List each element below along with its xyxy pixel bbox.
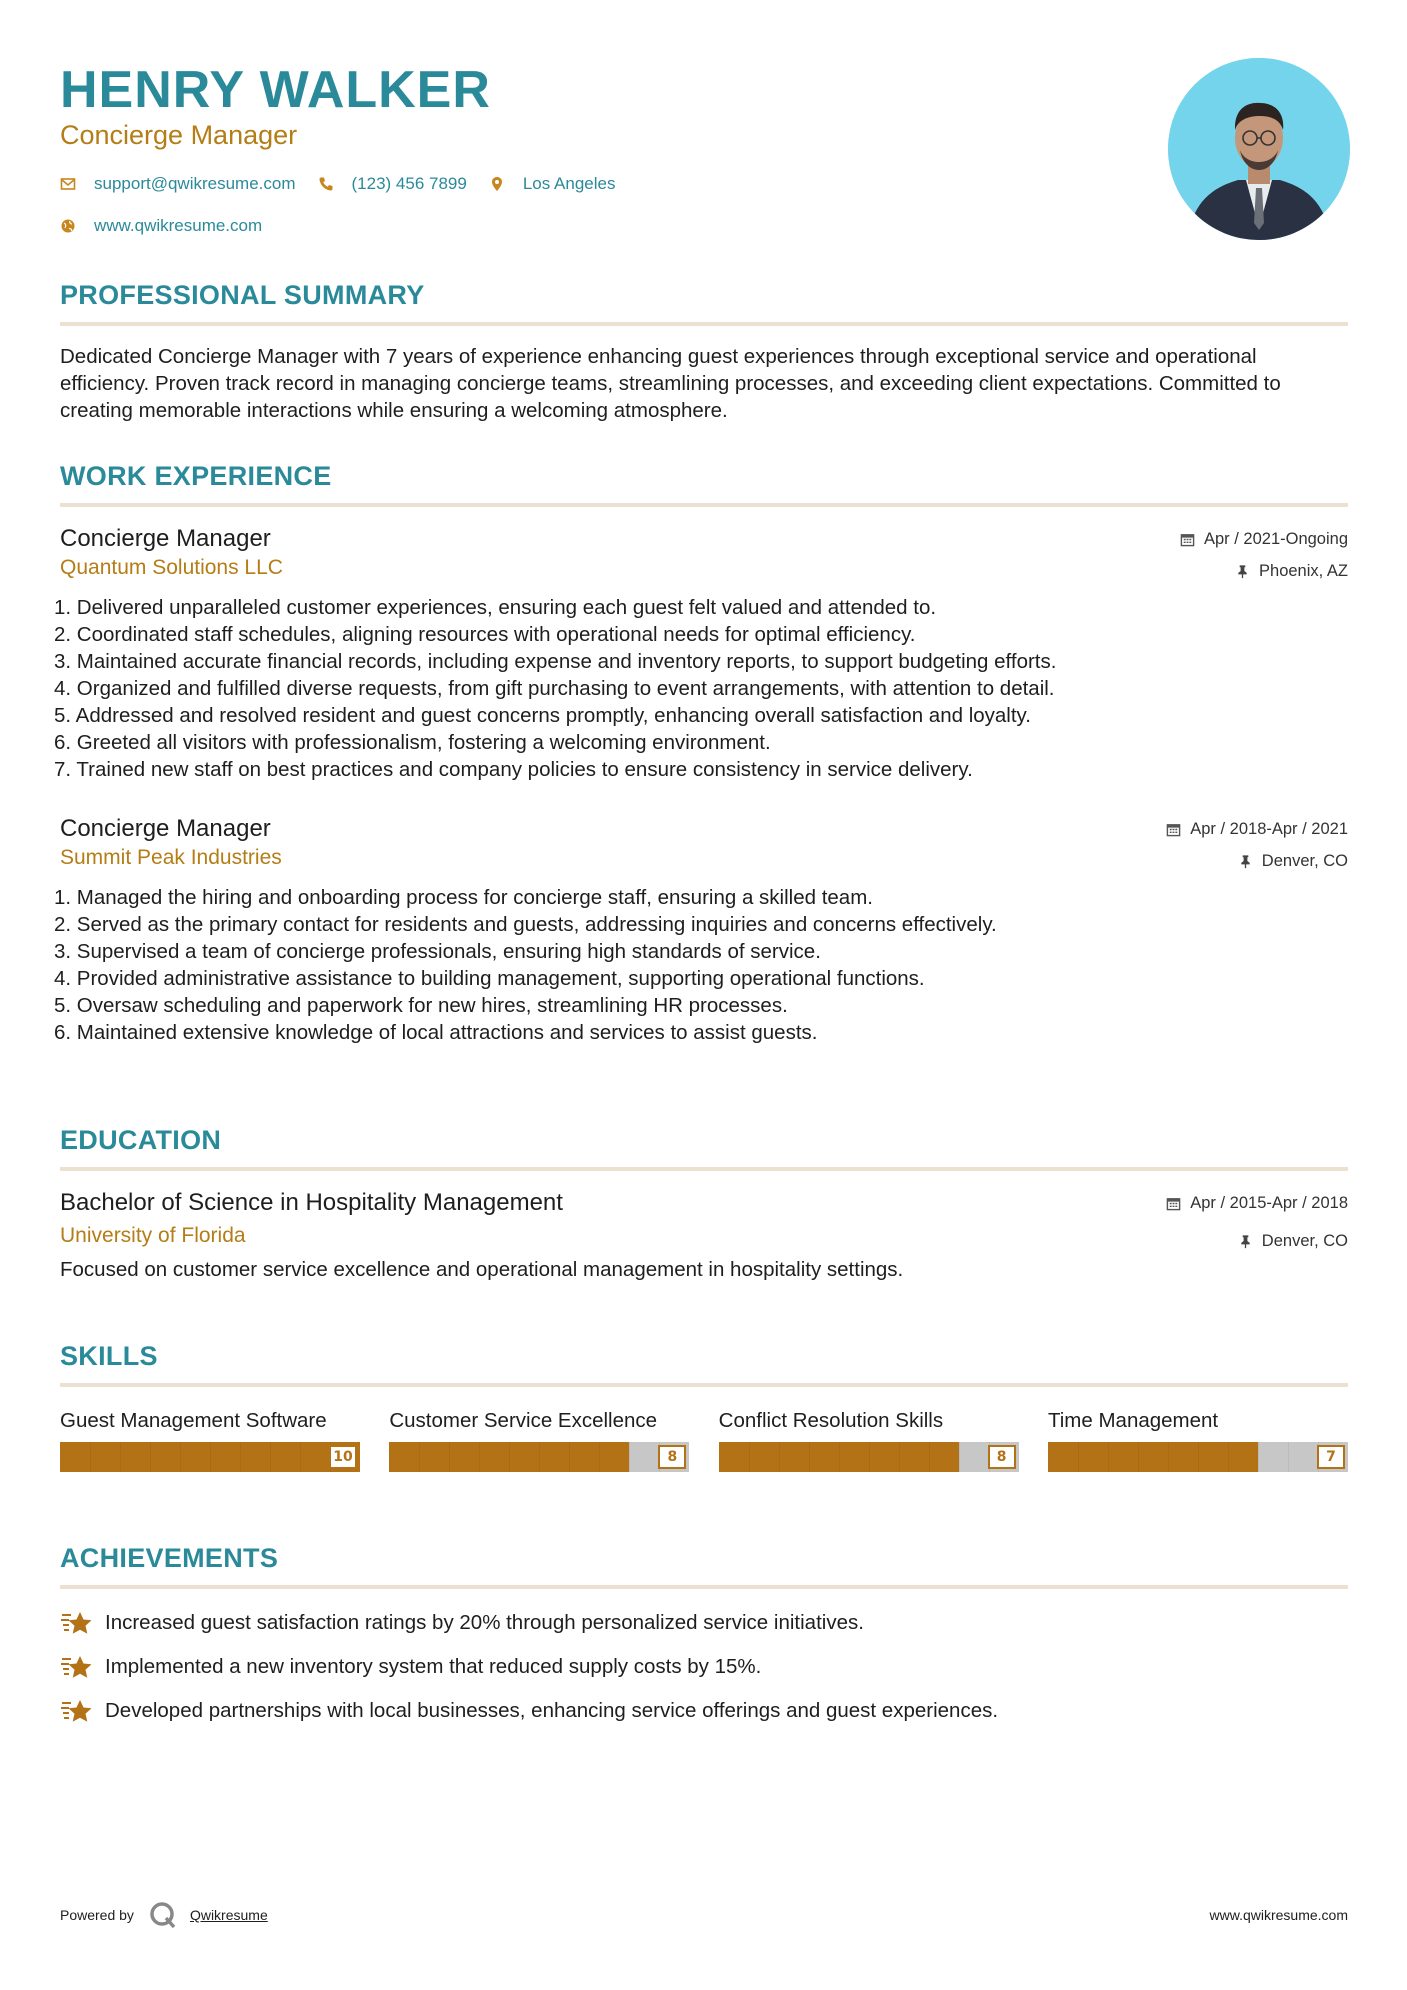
skill-name: Guest Management Software	[60, 1409, 327, 1432]
skill-level-badge: 10	[329, 1445, 357, 1469]
powered-by-label: Powered by	[60, 1907, 134, 1923]
skill-bar-segment	[150, 1442, 151, 1472]
footer-website[interactable]: www.qwikresume.com	[1209, 1907, 1348, 1923]
phone-icon	[318, 176, 334, 192]
pin-icon	[1238, 854, 1253, 869]
email-link[interactable]: support@qwikresume.com	[94, 174, 296, 193]
list-item: 4. Organized and fulfilled diverse requests, from gift purchasing to event arrangements, with attention to detail.	[54, 677, 1055, 700]
skill-bar-segment	[539, 1442, 540, 1472]
job-entry	[54, 814, 1348, 1046]
phone-number[interactable]: (123) 456 7899	[351, 174, 467, 193]
job-company: Summit Peak Industries	[60, 846, 282, 869]
job-title: Concierge Manager	[60, 815, 271, 842]
section-divider	[60, 1585, 1348, 1589]
list-item: 2. Served as the primary contact for residents and guests, addressing inquiries and concerns effectively.	[54, 913, 997, 936]
location-text: Los Angeles	[522, 174, 616, 193]
skill-bar-segment	[899, 1442, 900, 1472]
skill-bar-segment	[809, 1442, 810, 1472]
summary-heading: PROFESSIONAL SUMMARY	[60, 280, 425, 310]
website-link[interactable]: www.qwikresume.com	[94, 216, 263, 235]
job-bullets	[54, 594, 1348, 783]
qwikresume-link[interactable]: Qwikresume	[189, 1907, 268, 1923]
skill-item	[389, 1407, 689, 1472]
summary-section	[60, 278, 1348, 424]
map-pin-icon	[489, 176, 505, 192]
profile-photo	[1168, 58, 1350, 240]
calendar-icon	[1166, 822, 1181, 837]
skill-bar-segment	[449, 1442, 450, 1472]
job-entry	[54, 524, 1348, 783]
job-bullets	[54, 884, 1348, 1046]
achievements-heading: ACHIEVEMENTS	[60, 1543, 279, 1573]
skill-bar-segment	[749, 1442, 750, 1472]
skill-bar-segment	[509, 1442, 510, 1472]
job-location: Phoenix, AZ	[1235, 562, 1348, 581]
globe-icon	[60, 218, 76, 234]
skill-bar-segment	[90, 1442, 91, 1472]
powered-by	[60, 1900, 268, 1930]
skill-level-badge: 8	[658, 1445, 686, 1469]
list-item: 1. Managed the hiring and onboarding process for concierge staff, ensuring a skilled team.	[54, 886, 873, 909]
skill-bar-segment	[1198, 1442, 1199, 1472]
skill-bar-segment	[569, 1442, 570, 1472]
education-section	[60, 1123, 1348, 1283]
qwikresume-logo-icon	[148, 1900, 178, 1930]
summary-text: Dedicated Concierge Manager with 7 years of experience enhancing guest experiences through exceptional service and operational efficiency. Proven track record in managing concierge teams, streamlining processes, and exceeding client expectations. Committed to creating memorable interactions while ensuring a welcoming atmosphere.	[60, 345, 1281, 422]
skill-bar-segment	[479, 1442, 480, 1472]
job-company: Quantum Solutions LLC	[60, 556, 283, 579]
skill-bar-segment	[1078, 1442, 1079, 1472]
skill-bar-segment	[419, 1442, 420, 1472]
skill-bar-segment	[959, 1442, 960, 1472]
job-location: Denver, CO	[1238, 852, 1348, 871]
list-item: 5. Oversaw scheduling and paperwork for new hires, streamlining HR processes.	[54, 994, 788, 1017]
skill-bar-segment	[929, 1442, 930, 1472]
achievement-item: Developed partnerships with local businesses, enhancing service offerings and guest experiences.	[60, 1689, 1348, 1733]
school-name: University of Florida	[60, 1224, 246, 1247]
skill-item	[719, 1407, 1019, 1472]
skills-list	[60, 1407, 1348, 1472]
skill-level-badge: 8	[988, 1445, 1016, 1469]
calendar-icon	[1166, 1196, 1181, 1211]
section-divider	[60, 1383, 1348, 1387]
education-heading: EDUCATION	[60, 1125, 222, 1155]
skill-bar-segment	[1258, 1442, 1259, 1472]
skill-bar-segment	[240, 1442, 241, 1472]
pin-icon	[1238, 1234, 1253, 1249]
skill-item	[60, 1407, 360, 1472]
list-item: 6. Greeted all visitors with professionalism, fostering a welcoming environment.	[54, 731, 771, 754]
pin-icon	[1235, 564, 1250, 579]
skill-bar-segment	[629, 1442, 630, 1472]
calendar-icon	[1180, 532, 1195, 547]
skill-bar-segment	[1168, 1442, 1169, 1472]
degree-title: Bachelor of Science in Hospitality Management	[60, 1189, 563, 1216]
experience-heading: WORK EXPERIENCE	[60, 461, 332, 491]
candidate-title: Concierge Manager	[60, 120, 298, 150]
skills-section	[60, 1339, 1348, 1472]
star-icon	[60, 1653, 92, 1681]
skill-bar-segment	[120, 1442, 121, 1472]
job-title: Concierge Manager	[60, 525, 271, 552]
skill-bar-segment	[779, 1442, 780, 1472]
skill-bar-segment	[1288, 1442, 1289, 1472]
education-location: Denver, CO	[1238, 1232, 1348, 1251]
star-icon	[60, 1609, 92, 1637]
job-dates: Apr / 2018-Apr / 2021	[1166, 820, 1348, 839]
skill-bar-segment	[1228, 1442, 1229, 1472]
job-dates: Apr / 2021-Ongoing	[1180, 530, 1348, 549]
star-icon	[60, 1697, 92, 1725]
skills-heading: SKILLS	[60, 1341, 158, 1371]
skill-name: Time Management	[1047, 1409, 1219, 1432]
skill-level-badge: 7	[1317, 1445, 1345, 1469]
resume-page	[54, 0, 1348, 1990]
skill-bar-segment	[839, 1442, 840, 1472]
list-item: 5. Addressed and resolved resident and guest concerns promptly, enhancing overall satisfaction and loyalty.	[54, 704, 1031, 727]
skill-bar-segment	[270, 1442, 271, 1472]
skill-bar-segment	[1108, 1442, 1109, 1472]
skill-bar-segment	[869, 1442, 870, 1472]
achievement-item: Implemented a new inventory system that reduced supply costs by 15%.	[60, 1645, 1348, 1689]
skill-bar-segment	[210, 1442, 211, 1472]
list-item: 3. Supervised a team of concierge professionals, ensuring high standards of service.	[54, 940, 821, 963]
list-item: 2. Coordinated staff schedules, aligning resources with operational needs for optimal efficiency.	[54, 623, 916, 646]
achievement-item: Increased guest satisfaction ratings by 20% through personalized service initiatives.	[60, 1601, 1348, 1645]
list-item: 7. Trained new staff on best practices and company policies to ensure consistency in service delivery.	[54, 758, 973, 781]
skill-bar-segment	[599, 1442, 600, 1472]
achievements-section	[60, 1541, 1348, 1733]
skill-bar-fill	[1048, 1442, 1258, 1472]
list-item: 6. Maintained extensive knowledge of local attractions and services to assist guests.	[54, 1021, 818, 1044]
achievements-list	[60, 1601, 1348, 1733]
education-entry	[60, 1188, 1348, 1283]
education-dates: Apr / 2015-Apr / 2018	[1166, 1194, 1348, 1213]
list-item: 1. Delivered unparalleled customer experiences, ensuring each guest felt valued and attended to.	[54, 596, 937, 619]
section-divider	[60, 322, 1348, 326]
skill-bar	[719, 1442, 1019, 1472]
contact-info	[60, 172, 637, 256]
skill-item	[1048, 1407, 1348, 1472]
skill-bar-segment	[180, 1442, 181, 1472]
skill-bar-segment	[1138, 1442, 1139, 1472]
list-item: 3. Maintained accurate financial records, including expense and inventory reports, to support budgeting efforts.	[54, 650, 1057, 673]
candidate-name: HENRY WALKER	[60, 61, 491, 119]
section-divider	[60, 1167, 1348, 1171]
skill-name: Conflict Resolution Skills	[718, 1409, 944, 1432]
skill-name: Customer Service Excellence	[389, 1409, 658, 1432]
footer	[60, 1900, 1348, 1930]
envelope-icon	[60, 176, 76, 192]
skill-bar-segment	[300, 1442, 301, 1472]
skill-bar	[1048, 1442, 1348, 1472]
list-item: 4. Provided administrative assistance to building management, supporting operational functions.	[54, 967, 925, 990]
education-description: Focused on customer service excellence and operational management in hospitality settings.	[60, 1258, 904, 1281]
section-divider	[60, 503, 1348, 507]
skill-bar	[389, 1442, 689, 1472]
skill-bar	[60, 1442, 360, 1472]
experience-section	[54, 459, 1348, 1046]
